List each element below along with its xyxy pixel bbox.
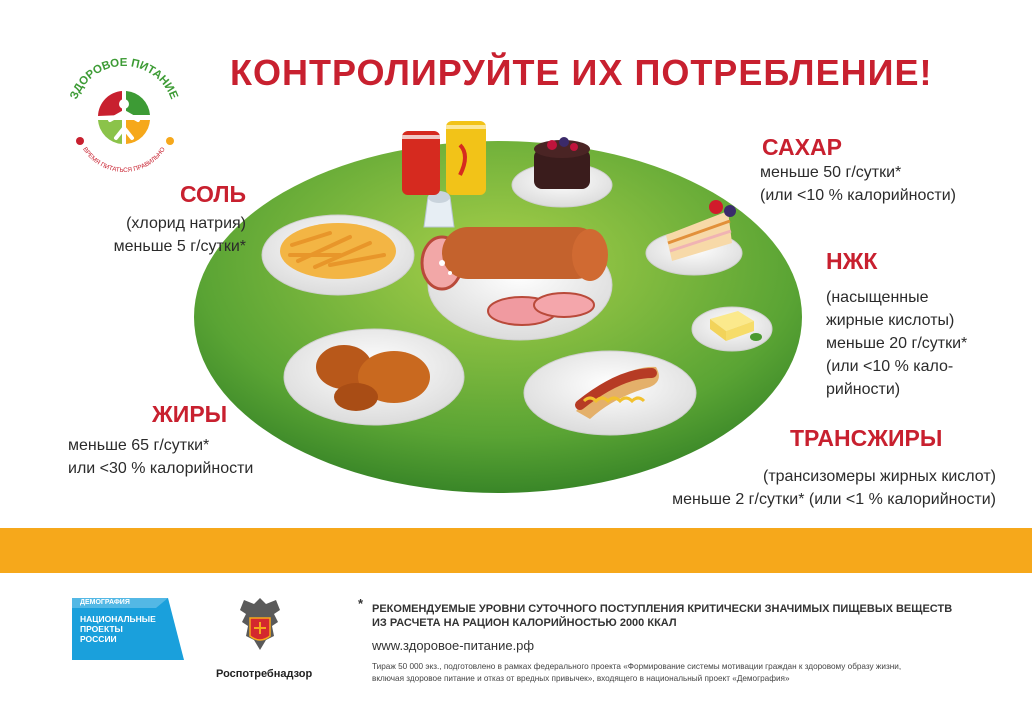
fries-plate-icon: [262, 215, 414, 295]
sugar-line-2: (или <10 % калорийности): [760, 187, 957, 204]
footnote-text: [372, 602, 952, 630]
nzhk-line-4: (или <10 % кало-: [826, 358, 954, 375]
brand-logo: [58, 46, 190, 178]
chicken-leg-icon: [284, 329, 464, 425]
np-line-2: ПРОЕКТЫ: [80, 624, 123, 634]
trans-line-2: меньше 2 г/сутки* (или <1 % калорийности): [672, 491, 996, 508]
print-run-line-2: включая здоровое питание и отказ от вредных привычек», входящего в национальный проект «Демография»: [372, 674, 790, 683]
website-url[interactable]: www.здоровое-питание.рф: [372, 638, 535, 653]
trans-title: ТРАНСЖИРЫ: [790, 425, 943, 451]
nzhk-line-1: (насыщенные: [826, 289, 929, 306]
footer-divider-band: [0, 528, 1032, 573]
print-run-line-1: Тираж 50 000 экз., подготовлено в рамках федерального проекта «Формирование системы мотивации граждан к здоровому образу жизни,: [372, 662, 902, 671]
svg-text:ЗДОРОВОЕ ПИТАНИЕ: ЗДОРОВОЕ ПИТАНИЕ: [68, 56, 180, 102]
sugar-title: САХАР: [762, 134, 842, 160]
salt-line-1: (хлорид натрия): [126, 215, 246, 232]
rospotrebnadzor-emblem: [232, 592, 288, 664]
salt-shaker-icon: [424, 191, 454, 227]
np-text: [80, 614, 156, 644]
fats-line-2: или <30 % калорийности: [68, 460, 254, 477]
hot-dog-icon: [524, 351, 696, 435]
print-run-info: [372, 661, 972, 685]
salt-description: [98, 212, 246, 258]
nzhk-title: НЖК: [826, 248, 878, 274]
nzhk-line-5: рийности): [826, 381, 901, 398]
footnote-line-2: ИЗ РАСЧЕТА НА РАЦИОН КАЛОРИЙНОСТЬЮ 2000 ККАЛ: [372, 617, 677, 629]
svg-text:ВРЕМЯ ПИТАТЬСЯ ПРАВИЛЬНО: ВРЕМЯ ПИТАТЬСЯ ПРАВИЛЬНО: [81, 146, 167, 175]
footnote-line-1: РЕКОМЕНДУЕМЫЕ УРОВНИ СУТОЧНОГО ПОСТУПЛЕНИЯ КРИТИЧЕСКИ ЗНАЧИМЫХ ПИЩЕВЫХ ВЕЩЕСТВ: [372, 603, 953, 615]
salt-line-2: меньше 5 г/сутки*: [113, 238, 246, 255]
fats-title: ЖИРЫ: [152, 401, 228, 427]
nzhk-line-2: жирные кислоты): [826, 312, 955, 329]
double-eagle-emblem-icon: [232, 592, 288, 664]
national-projects-logo: [72, 598, 184, 660]
nzhk-line-3: меньше 20 г/сутки*: [826, 335, 968, 352]
np-line-1: НАЦИОНАЛЬНЫЕ: [80, 614, 156, 624]
trans-description: [600, 465, 996, 511]
nzhk-description: [826, 286, 967, 401]
butter-icon: [692, 307, 772, 351]
np-line-3: РОССИИ: [80, 634, 117, 644]
page-title: КОНТРОЛИРУЙТЕ ИХ ПОТРЕБЛЕНИЕ!: [230, 52, 933, 93]
healthy-eating-logo-icon: [58, 46, 190, 178]
sugar-line-1: меньше 50 г/сутки*: [760, 164, 902, 181]
sugar-description: [760, 161, 956, 207]
footnote-asterisk: *: [358, 596, 364, 611]
trans-line-1: (трансизомеры жирных кислот): [763, 468, 996, 485]
salt-title: СОЛЬ: [180, 181, 247, 207]
food-table-illustration: [180, 115, 830, 505]
fats-line-1: меньше 65 г/сутки*: [68, 437, 210, 454]
fats-description: [68, 434, 253, 480]
rospotrebnadzor-label: Роспотребнадзор: [216, 668, 313, 680]
np-top-label: ДЕМОГРАФИЯ: [80, 599, 130, 606]
